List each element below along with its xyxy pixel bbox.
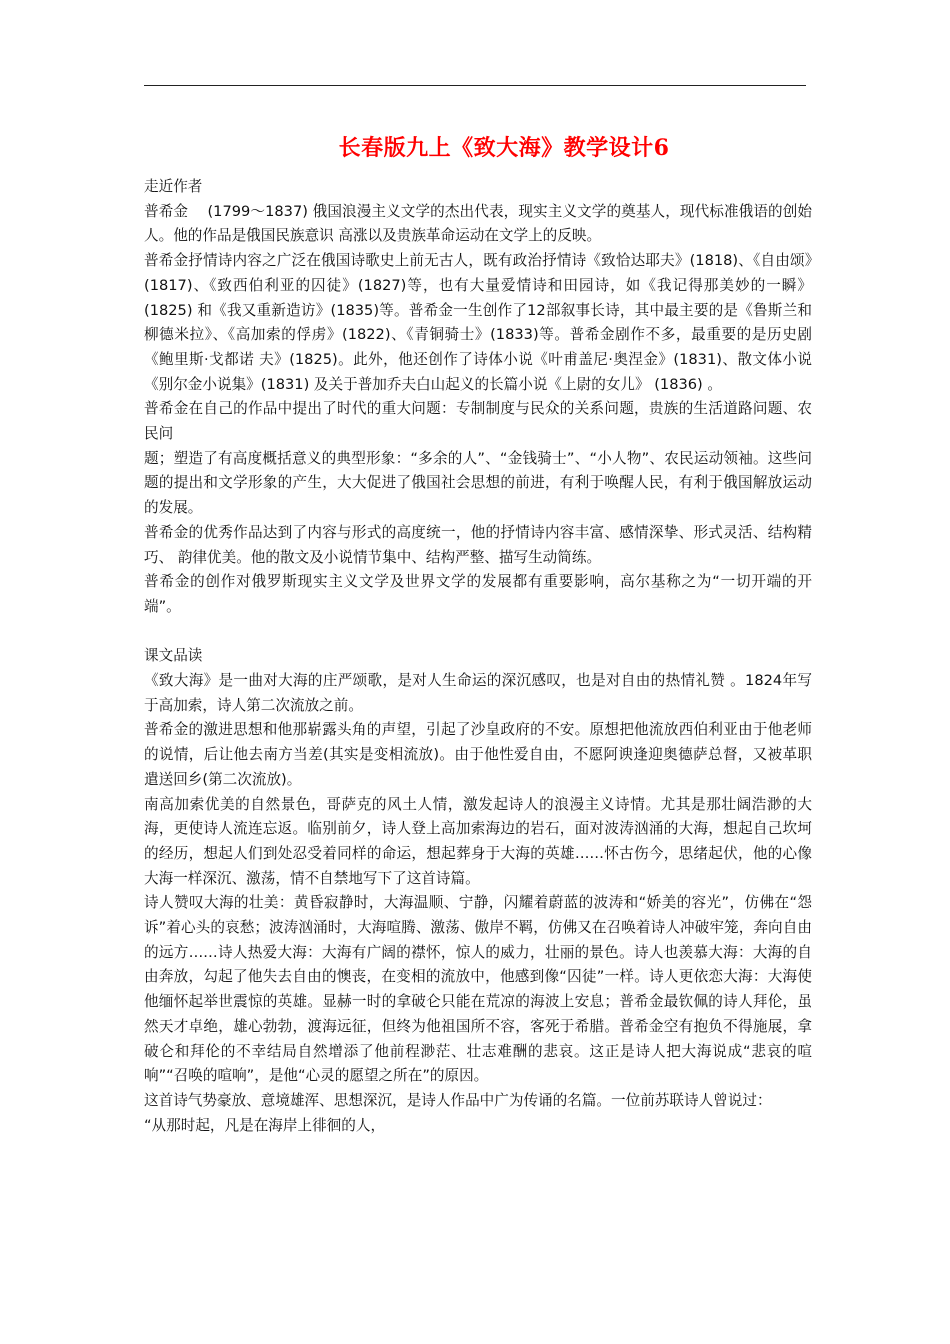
section-heading-reading: 课文品读 (144, 647, 203, 665)
paragraph: 普希金的创作对俄罗斯现实主义文学及世界文学的发展都有重要影响，高尔基称之为“一切开端的开端”。 (144, 573, 812, 615)
document-title: 长春版九上《致大海》教学设计6 (338, 135, 670, 161)
paragraph: 普希金抒情诗内容之广泛在俄国诗歌史上前无古人，既有政治抒情诗《致恰达耶夫》(1818)、《自由颂》(1817)、《致西伯利亚的囚徒》(1827)等，也有大量爱情诗和田园诗，如《我记得那美妙的一瞬》(1825) 和《我又重新造访》(1835)等。普希金一生创作了12部叙事长诗，其中最主要的是《鲁斯兰和柳德米拉》、《高加索的俘虏》(1822)、《青铜骑士》(1833)等。普希金剧作不多，最重要的是历史剧《鲍里斯·戈都诺 夫》(1825)。此外，他还创作了诗体小说《叶甫盖尼·奥涅金》(1831)、散文体小说《别尔金小说集》(1831) 及关于普加乔夫白山起义的长篇小说《上尉的女儿》 (1836) 。 (144, 252, 812, 393)
paragraph: 题；塑造了有高度概括意义的典型形象：“多余的人”、“金钱骑士”、“小人物”、农民运动领袖。这些问 题的提出和文学形象的产生，大大促进了俄国社会思想的前进，有利于唤醒人民，有利于俄国解放运动的发展。 (144, 449, 812, 517)
section-heading-author: 走近作者 (144, 178, 203, 195)
paragraph: 普希金 (1799～1837) 俄国浪漫主义文学的杰出代表，现实主义文学的奠基人，现代标准俄语的创始人。他的作品是俄国民族意识 高涨以及贵族革命运动在文学上的反映。 (144, 202, 812, 245)
paragraph: 普希金的优秀作品达到了内容与形式的高度统一，他的抒情诗内容丰富、感情深挚、形式灵活、结构精巧、 韵律优美。他的散文及小说情节集中、结构严整、描写生动简练。 (144, 523, 812, 566)
paragraph: 这首诗气势豪放、意境雄浑、思想深沉，是诗人作品中广为传诵的名篇。一位前苏联诗人曾说过： (144, 1092, 772, 1109)
paragraph: “从那时起，凡是在海岸上徘徊的人， (144, 1116, 386, 1134)
document-body (144, 175, 812, 1138)
paragraph: 南高加索优美的自然景色，哥萨克的风土人情，激发起诗人的浪漫主义诗情。尤其是那壮阔浩渺的大海，更使诗人流连忘返。临别前夕，诗人登上高加索海边的岩石，面对波涛汹涌的大海，想起自己坎坷的经历，想起人们到处忍受着同样的命运，想起葬身于大海的英雄……怀古伤今，思绪起伏，他的心像大海一样深沉、激荡，情不自禁地写下了这首诗篇。 (144, 795, 812, 887)
paragraph: 《致大海》是一曲对大海的庄严颂歌，是对人生命运的深沉感叹，也是对自由的热情礼赞 。1824年写于高加索，诗人第二次流放之前。 (144, 672, 812, 714)
header-rule (144, 85, 806, 86)
paragraph: 普希金在自己的作品中提出了时代的重大问题：专制制度与民众的关系问题，贵族的生活道路问题、农民问 (144, 400, 812, 443)
paragraph: 诗人赞叹大海的壮美：黄昏寂静时，大海温顺、宁静，闪耀着蔚蓝的波涛和“娇美的容光”，仿佛在“怨诉”着心头的哀愁；波涛汹涌时，大海喧腾、激荡、傲岸不羁，仿佛又在召唤着诗人冲破牢笼，奔向自由的远方……诗人热爱大海：大海有广阔的襟怀，惊人的威力，壮丽的景色。诗人也羡慕大海：大海的自由奔放，勾起了他失去自由的懊丧，在变相的流放中，他感到像“囚徒”一样。诗人更依恋大海：大海使他缅怀起举世震惊的英雄。显赫一时的拿破仑只能在荒凉的海波上安息；普希金最钦佩的诗人拜伦，虽然天才卓绝，雄心勃勃，渡海远征，但终为他祖国所不容，客死于希腊。普希金空有抱负不得施展，拿破仑和拜伦的不幸结局自然增添了他前程渺茫、壮志难酬的悲哀。这正是诗人把大海说成“悲哀的喧响”“召唤的喧响”，是他“心灵的愿望之所在”的原因。 (144, 894, 812, 1085)
blank-line (144, 620, 812, 645)
paragraph: 普希金的激进思想和他那崭露头角的声望，引起了沙皇政府的不安。原想把他流放西伯利亚由于他老师的说情，后让他去南方当差(其实是变相流放)。由于他性爱自由，不愿阿谀逢迎奥德萨总督，又被革职遣送回乡(第二次流放)。 (144, 721, 812, 788)
